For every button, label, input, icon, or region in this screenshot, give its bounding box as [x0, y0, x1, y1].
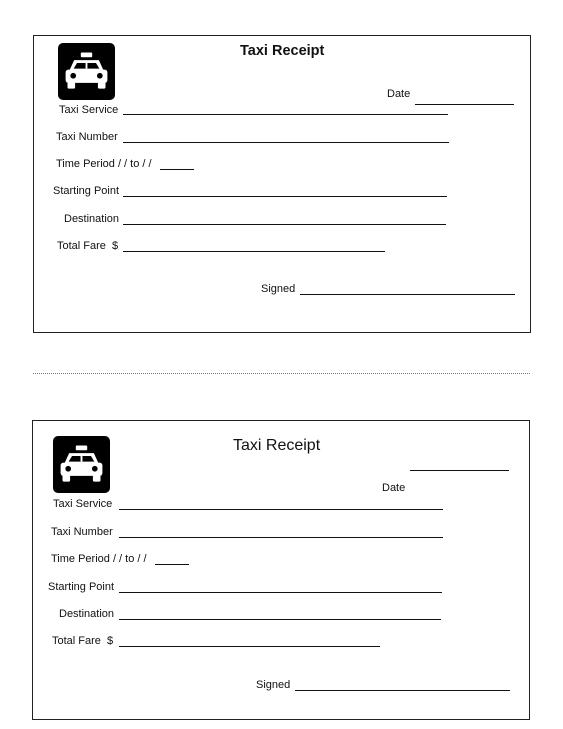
- signed-label: Signed: [261, 283, 296, 295]
- starting-point-label: Starting Point: [48, 581, 115, 593]
- receipt-title: Taxi Receipt: [233, 437, 321, 454]
- starting-point-field[interactable]: [123, 196, 447, 197]
- time-period-field[interactable]: [160, 169, 194, 170]
- receipt-1: [33, 35, 531, 333]
- taxi-icon: [53, 436, 110, 493]
- taxi-number-field[interactable]: [123, 142, 449, 143]
- signed-label: Signed: [256, 679, 291, 691]
- currency-symbol: $: [107, 635, 114, 647]
- time-period-label: Time Period / / to / /: [56, 158, 152, 170]
- date-field[interactable]: [415, 104, 514, 105]
- starting-point-field[interactable]: [119, 592, 442, 593]
- total-fare-field[interactable]: [119, 646, 380, 647]
- signature-field[interactable]: [300, 294, 515, 295]
- date-label: Date: [382, 482, 406, 494]
- taxi-service-field[interactable]: [119, 509, 443, 510]
- date-field[interactable]: [410, 470, 509, 471]
- cut-line-divider: [33, 373, 530, 374]
- total-fare-label: Total Fare: [57, 240, 106, 252]
- destination-label: Destination: [64, 213, 120, 225]
- taxi-service-label: Taxi Service: [59, 104, 119, 116]
- taxi-number-label: Taxi Number: [56, 131, 118, 143]
- destination-field[interactable]: [123, 224, 446, 225]
- total-fare-field[interactable]: [123, 251, 385, 252]
- starting-point-label: Starting Point: [53, 185, 120, 197]
- taxi-icon: [58, 43, 115, 100]
- signature-field[interactable]: [295, 690, 510, 691]
- time-period-field[interactable]: [155, 564, 189, 565]
- taxi-number-label: Taxi Number: [51, 526, 113, 538]
- receipt-title: Taxi Receipt: [240, 43, 325, 59]
- taxi-service-label: Taxi Service: [53, 498, 113, 510]
- taxi-service-field[interactable]: [123, 114, 448, 115]
- total-fare-label: Total Fare: [52, 635, 101, 647]
- time-period-label: Time Period / / to / /: [51, 553, 147, 565]
- receipt-2: [32, 420, 530, 720]
- date-label: Date: [387, 88, 411, 100]
- destination-field[interactable]: [119, 619, 441, 620]
- currency-symbol: $: [112, 240, 119, 252]
- taxi-number-field[interactable]: [119, 537, 443, 538]
- destination-label: Destination: [59, 608, 115, 620]
